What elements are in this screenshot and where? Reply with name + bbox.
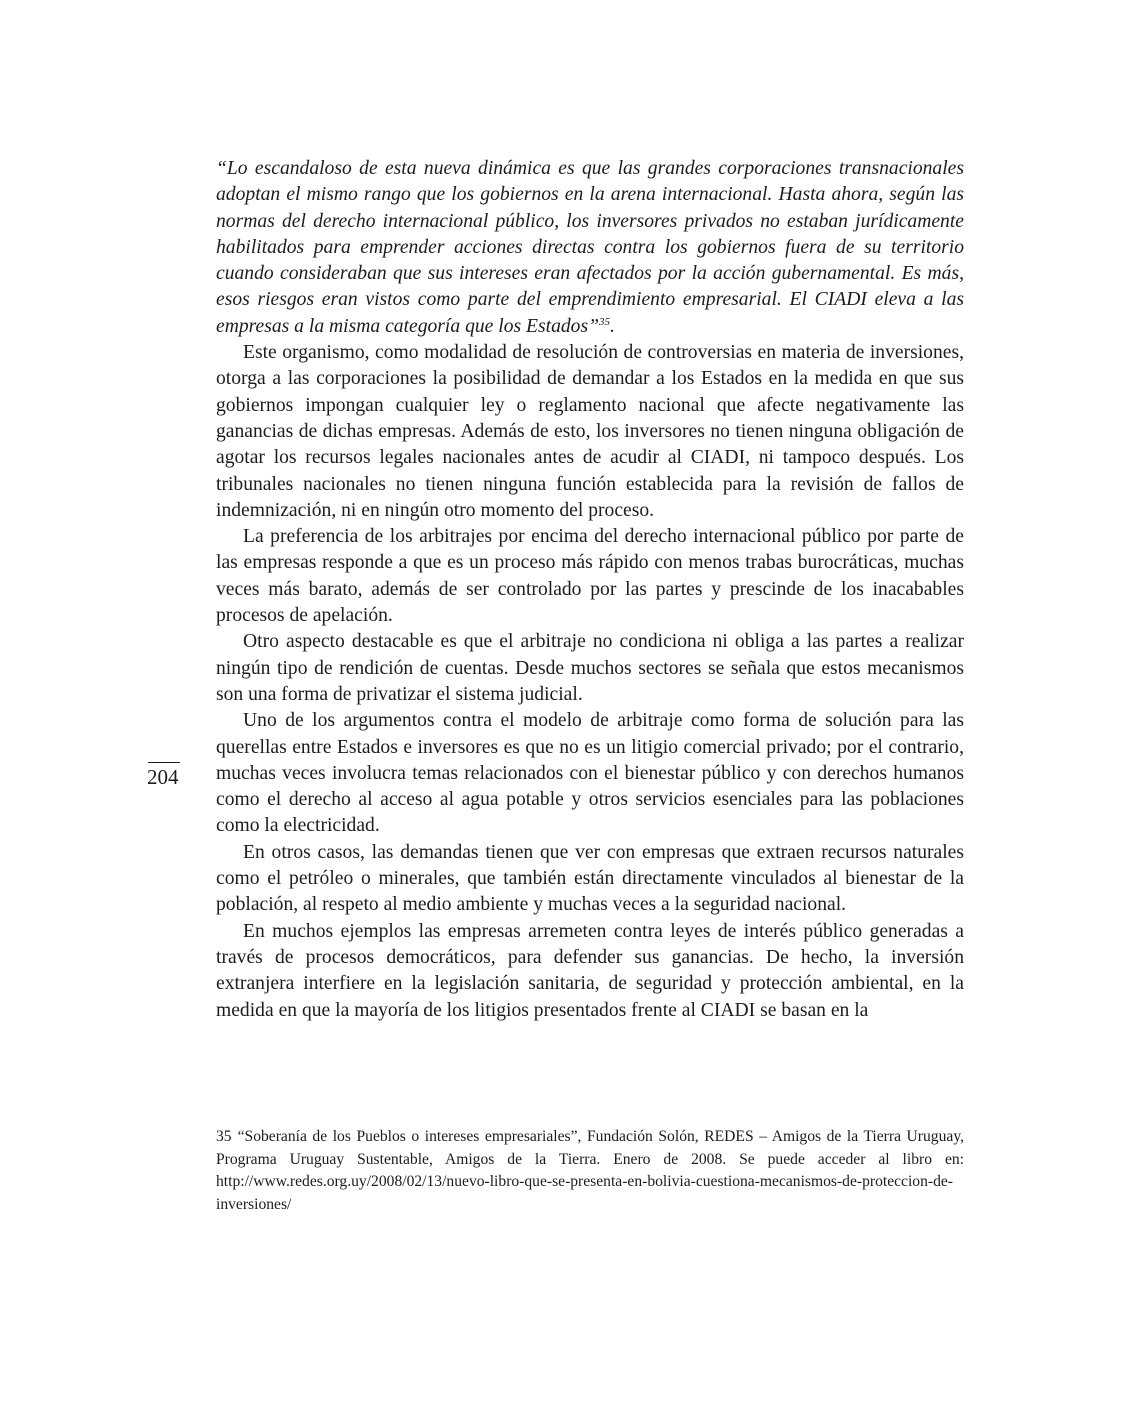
footnote-number: 35 [216, 1128, 232, 1145]
page-number-rule [148, 762, 180, 763]
footnote-reference: 35 [598, 315, 610, 328]
footnote-paragraph [216, 1126, 964, 1216]
footnote-text: “Soberanía de los Pueblos o intereses empresariales”, Fundación Solón, REDES – Amigos de la Tierra Uruguay, Programa Uruguay Sustentable, Amigos de la Tierra. Enero de 2008. Se puede acceder al libro en: http://www.redes.org.uy/2008/02/13/nuevo-libro-que-se-presenta-en-bolivia-cuestiona-mecanismos-de-proteccion-de-inversiones/ [216, 1128, 964, 1213]
paragraph-1: Este organismo, como modalidad de resolución de controversias en materia de inversiones, otorga a las corporaciones la posibilidad de demandar a los Estados en la medida en que sus gobiernos impongan cualquier ley o reglamento nacional que afecte negativamente las ganancias de dichas empresas. Además de esto, los inversores no tienen ninguna obligación de agotar los recursos legales nacionales antes de acudir al CIADI, ni tampoco después. Los tribunales nacionales no tienen ninguna función establecida para la revisión de fallos de indemnización, ni en ningún otro momento del proceso. [216, 342, 964, 521]
paragraph-4: Uno de los argumentos contra el modelo de arbitraje como forma de solución para las querellas entre Estados e inversores es que no es un litigio comercial privado; por el contrario, muchas veces involucra temas relacionados con el bienestar público y con derechos humanos como el derecho al acceso al agua potable y otros servicios esenciales para las poblaciones como la electricidad. [216, 710, 964, 837]
main-text-block [216, 156, 964, 1024]
paragraph-3: Otro aspecto destacable es que el arbitraje no condiciona ni obliga a las partes a realizar ningún tipo de rendición de cuentas. Desde muchos sectores se señala que estos mecanismos son una forma de privatizar el sistema judicial. [216, 631, 964, 705]
footnote [216, 1126, 964, 1216]
block-quote [216, 156, 964, 340]
paragraph-5: En otros casos, las demandas tienen que ver con empresas que extraen recursos naturales como el petróleo o minerales, que también están directamente vinculados al bienestar de la población, al respeto al medio ambiente y muchas veces a la seguridad nacional. [216, 841, 964, 916]
page-number: 204 [147, 765, 179, 789]
quote-text: “Lo escandaloso de esta nueva dinámica es que las grandes corporaciones transnacionales adoptan el mismo rango que los gobiernos en la arena internacional. Hasta ahora, según las normas del derecho internacional público, los inversores privados no estaban jurídicamente habilitados para emprender acciones directas contra los gobiernos fuera de su territorio cuando consideraban que sus intereses eran afectados por la acción gubernamental. Es más, esos riesgos eran vistos como parte del emprendimiento empresarial. El CIADI eleva a las empresas a la misma categoría que los Estados” [216, 158, 964, 337]
quote-end-punctuation: . [609, 315, 615, 337]
paragraph-6: En muchos ejemplos las empresas arremeten contra leyes de interés público generadas a través de procesos democráticos, para defender sus ganancias. De hecho, la inversión extranjera interfiere en la legislación sanitaria, de seguridad y protección ambiental, en la medida en que la mayoría de los litigios presentados frente al CIADI se basan en la [216, 920, 964, 1021]
paragraph-2: La preferencia de los arbitrajes por encima del derecho internacional público por parte de las empresas responde a que es un proceso más rápido con menos trabas burocráticas, muchas veces más barato, además de ser controlado por las partes y prescinde de los inacabables procesos de apelación. [216, 526, 964, 627]
